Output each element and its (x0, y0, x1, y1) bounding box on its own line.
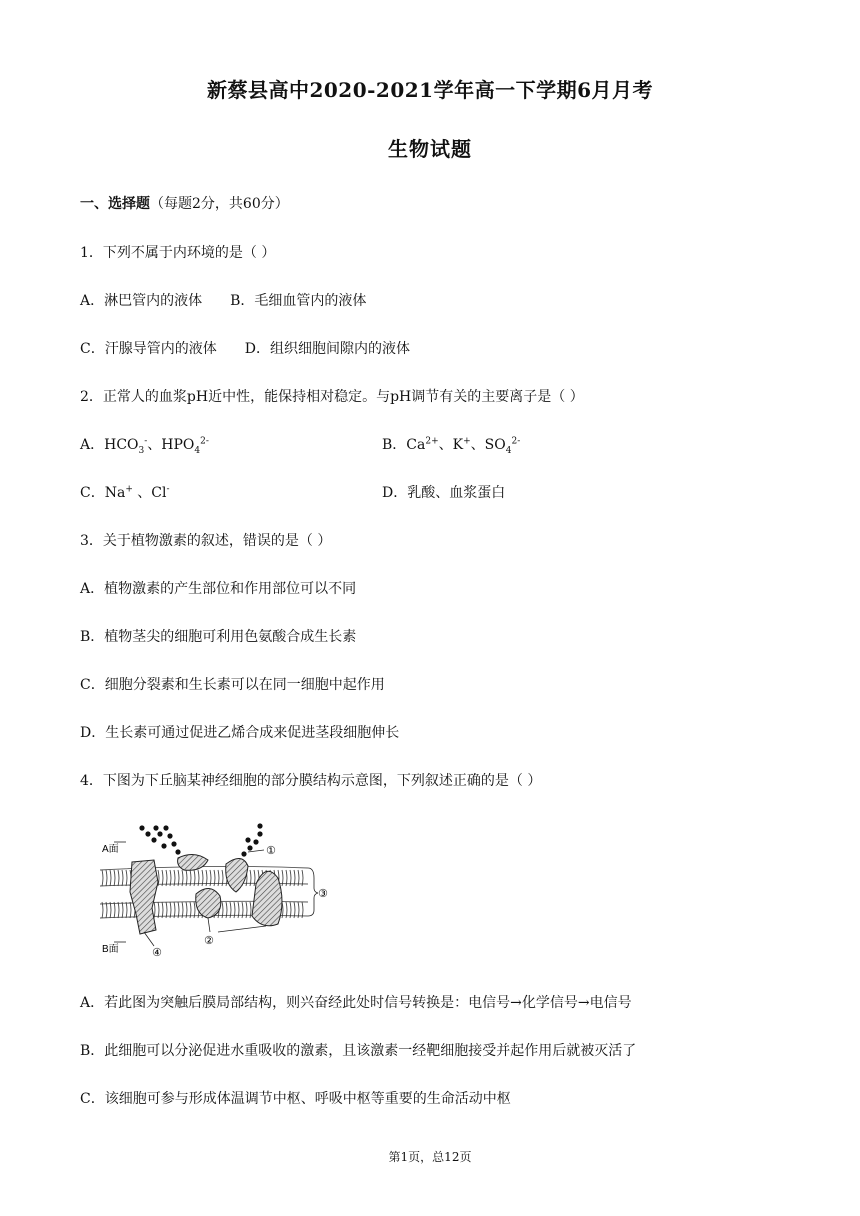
label-1: ① (266, 844, 276, 857)
section-heading-text: 一、选择题 (80, 196, 150, 212)
q3-option-c: C．细胞分裂素和生长素可以在同一细胞中起作用 (80, 677, 385, 693)
protein-2 (196, 888, 221, 918)
section-heading (80, 193, 289, 213)
q2-option-b: B．$Ca^{2+}$、K+、$SO_4^{2-}$ (382, 436, 521, 456)
q2-option-a: A．$HCO_3^-$、$HPO_4^{2-}$ (80, 436, 209, 456)
q1-option-b: B．毛细血管内的液体 (230, 293, 367, 309)
question-1-options-ab (80, 290, 366, 310)
membrane-structure-diagram (96, 822, 334, 960)
protein-right (252, 871, 282, 926)
question-4-stem: 4．下图为下丘脑某神经细胞的部分膜结构示意图，下列叙述正确的是（ ） (80, 773, 542, 789)
question-3-stem: 3．关于植物激素的叙述，错误的是（ ） (80, 533, 332, 549)
q2-option-c: C．Na+ 、Cl- (80, 484, 170, 501)
q4-option-c: C．该细胞可参与形成体温调节中枢、呼吸中枢等重要的生命活动中枢 (80, 1091, 511, 1107)
label-2: ② (204, 934, 214, 947)
question-1-options-cd (80, 338, 410, 358)
label-a-side: A面 (102, 844, 119, 855)
q1-option-a: A．淋巴管内的液体 (80, 293, 203, 309)
protein-4 (130, 860, 158, 934)
protein-1 (178, 854, 208, 870)
label-b-side: B面 (102, 944, 119, 955)
sugar-chains (139, 823, 262, 856)
protein-top-right (226, 858, 248, 892)
page-title: 新蔡县高中2020-2021学年高一下学期6月月考 (206, 78, 654, 102)
q4-option-a: A．若此图为突触后膜局部结构，则兴奋经此处时信号转换是：电信号→化学信号→电信号 (80, 995, 632, 1011)
q3-option-d: D．生长素可通过促进乙烯合成来促进茎段细胞伸长 (80, 725, 400, 741)
question-1-stem: 1．下列不属于内环境的是（ ） (80, 245, 276, 261)
page-footer: 第1页，总12页 (388, 1150, 472, 1164)
q1-option-c: C．汗腺导管内的液体 (80, 341, 217, 357)
q1-option-d: D．组织细胞间隙内的液体 (244, 341, 410, 357)
label-3: ③ (318, 887, 328, 900)
section-note: （每题2分，共60分） (150, 196, 289, 212)
q4-option-b: B．此细胞可以分泌促进水重吸收的激素，且该激素一经靶细胞接受并起作用后就被灭活了 (80, 1043, 637, 1059)
q3-option-b: B．植物茎尖的细胞可利用色氨酸合成生长素 (80, 629, 357, 645)
page-subtitle: 生物试题 (388, 137, 472, 161)
question-2-stem: 2．正常人的血浆pH近中性，能保持相对稳定。与pH调节有关的主要离子是（ ） (80, 389, 584, 405)
q3-option-a: A．植物激素的产生部位和作用部位可以不同 (80, 581, 357, 597)
label-4: ④ (152, 946, 162, 959)
q2-option-d: D．乳酸、血浆蛋白 (382, 485, 506, 501)
